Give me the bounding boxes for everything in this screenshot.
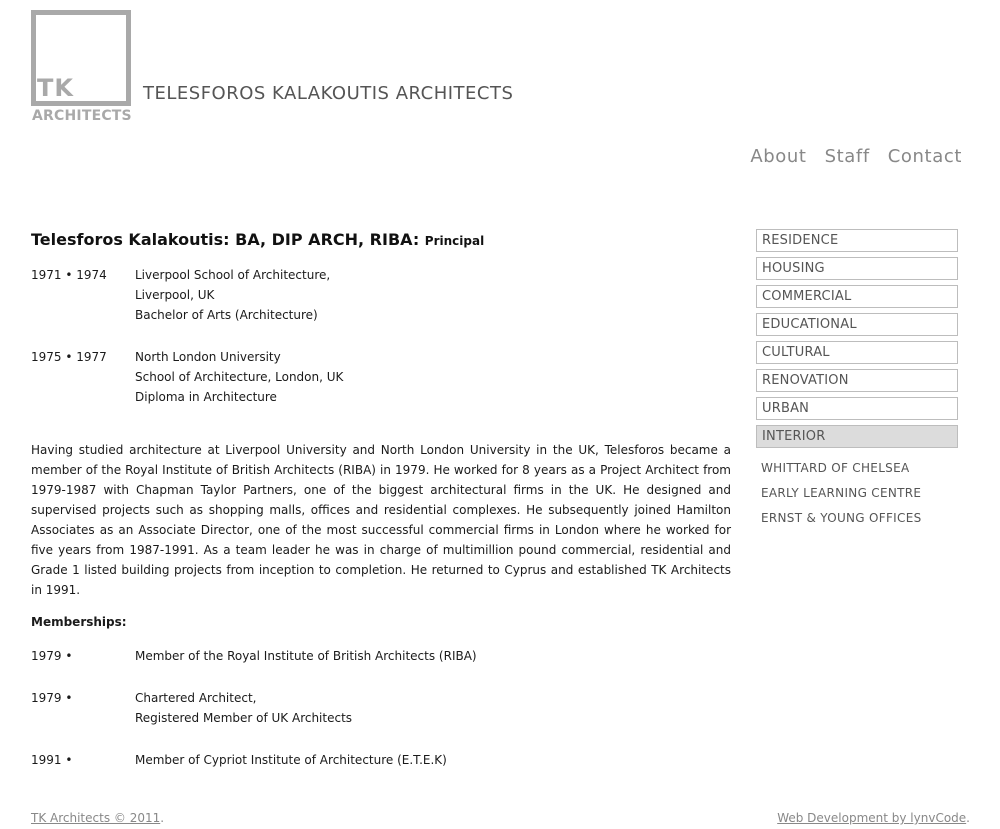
nav-contact[interactable]: Contact	[887, 146, 962, 167]
nav-staff[interactable]: Staff	[824, 146, 870, 167]
education-details	[135, 347, 343, 407]
education-item	[31, 265, 731, 325]
education-line: Bachelor of Arts (Architecture)	[135, 308, 318, 322]
person-name: Telesforos Kalakoutis: BA, DIP ARCH, RIBA:	[31, 230, 420, 249]
person-role: Principal	[424, 234, 485, 248]
web-development-link[interactable]: Web Development by lynvCode	[777, 811, 967, 825]
category-housing[interactable]: HOUSING	[756, 257, 958, 280]
membership-year: 1979 •	[31, 691, 73, 705]
education-line: Liverpool School of Architecture,	[135, 268, 331, 282]
site-title: TELESFOROS KALAKOUTIS ARCHITECTS	[143, 83, 514, 104]
memberships-title: Memberships:	[31, 615, 127, 629]
education-line: North London University	[135, 350, 281, 364]
membership-item	[31, 646, 731, 666]
category-interior[interactable]: INTERIOR	[756, 425, 958, 448]
copyright-link[interactable]: TK Architects © 2011	[31, 811, 161, 825]
category-cultural[interactable]: CULTURAL	[756, 341, 958, 364]
copyright-suffix: .	[160, 811, 165, 825]
category-educational[interactable]: EDUCATIONAL	[756, 313, 958, 336]
footer-copyright	[31, 811, 164, 825]
project-early-learning-centre[interactable]: EARLY LEARNING CENTRE	[761, 486, 922, 500]
page-title	[31, 230, 731, 251]
credit-suffix: .	[966, 811, 970, 825]
membership-line: Registered Member of UK Architects	[135, 711, 353, 725]
project-list	[756, 456, 958, 531]
logo-tk-text: TK	[37, 74, 74, 102]
membership-details	[135, 646, 477, 666]
project-whittard-of-chelsea[interactable]: WHITTARD OF CHELSEA	[761, 461, 910, 475]
main-content	[31, 230, 731, 770]
education-line: Liverpool, UK	[135, 288, 215, 302]
membership-line: Member of Cypriot Institute of Architecture (E.T.E.K)	[135, 753, 447, 767]
education-line: Diploma in Architecture	[135, 390, 277, 404]
category-renovation[interactable]: RENOVATION	[756, 369, 958, 392]
membership-details	[135, 688, 352, 728]
category-commercial[interactable]: COMMERCIAL	[756, 285, 958, 308]
membership-year: 1979 •	[31, 649, 73, 663]
category-urban[interactable]: URBAN	[756, 397, 958, 420]
memberships-list	[31, 646, 731, 770]
education-years: 1971 • 1974	[31, 268, 107, 282]
education-details	[135, 265, 330, 325]
footer-credit	[777, 811, 970, 825]
education-list	[31, 265, 731, 407]
education-years: 1975 • 1977	[31, 350, 107, 364]
education-item	[31, 347, 731, 407]
membership-details	[135, 750, 447, 770]
membership-item	[31, 688, 731, 728]
membership-item	[31, 750, 731, 770]
logo[interactable]	[31, 10, 131, 126]
education-line: School of Architecture, London, UK	[135, 370, 344, 384]
membership-line: Member of the Royal Institute of British Architects (RIBA)	[135, 649, 477, 663]
membership-line: Chartered Architect,	[135, 691, 257, 705]
membership-year: 1991 •	[31, 753, 73, 767]
category-residence[interactable]: RESIDENCE	[756, 229, 958, 252]
biography: Having studied architecture at Liverpool University and North London University in the UK, Telesforos became a member of the Royal Institute of British Architects (RIBA) in 1979. He worked for 8 years as a Project Architect from 1979-1987 with Chapman Taylor Partners, one of the biggest architectural firms in the UK. He designed and supervised projects such as shopping malls, offices and residential complexes. He subsequently joined Hamilton Associates as an Associate Director, one of the most successful commercial firms in London where he worked for five years from 1987-1991. As a team leader he was in charge of multimillion pound commercial, residential and Grade 1 listed building projects from inception to completion. He returned to Cyprus and established TK Architects in 1991.	[31, 443, 731, 597]
top-nav	[750, 148, 962, 166]
nav-about[interactable]: About	[750, 146, 807, 167]
project-ernst-young-offices[interactable]: ERNST & YOUNG OFFICES	[761, 511, 922, 525]
sidebar	[756, 229, 958, 531]
logo-architects-text: ARCHITECTS	[32, 108, 132, 124]
